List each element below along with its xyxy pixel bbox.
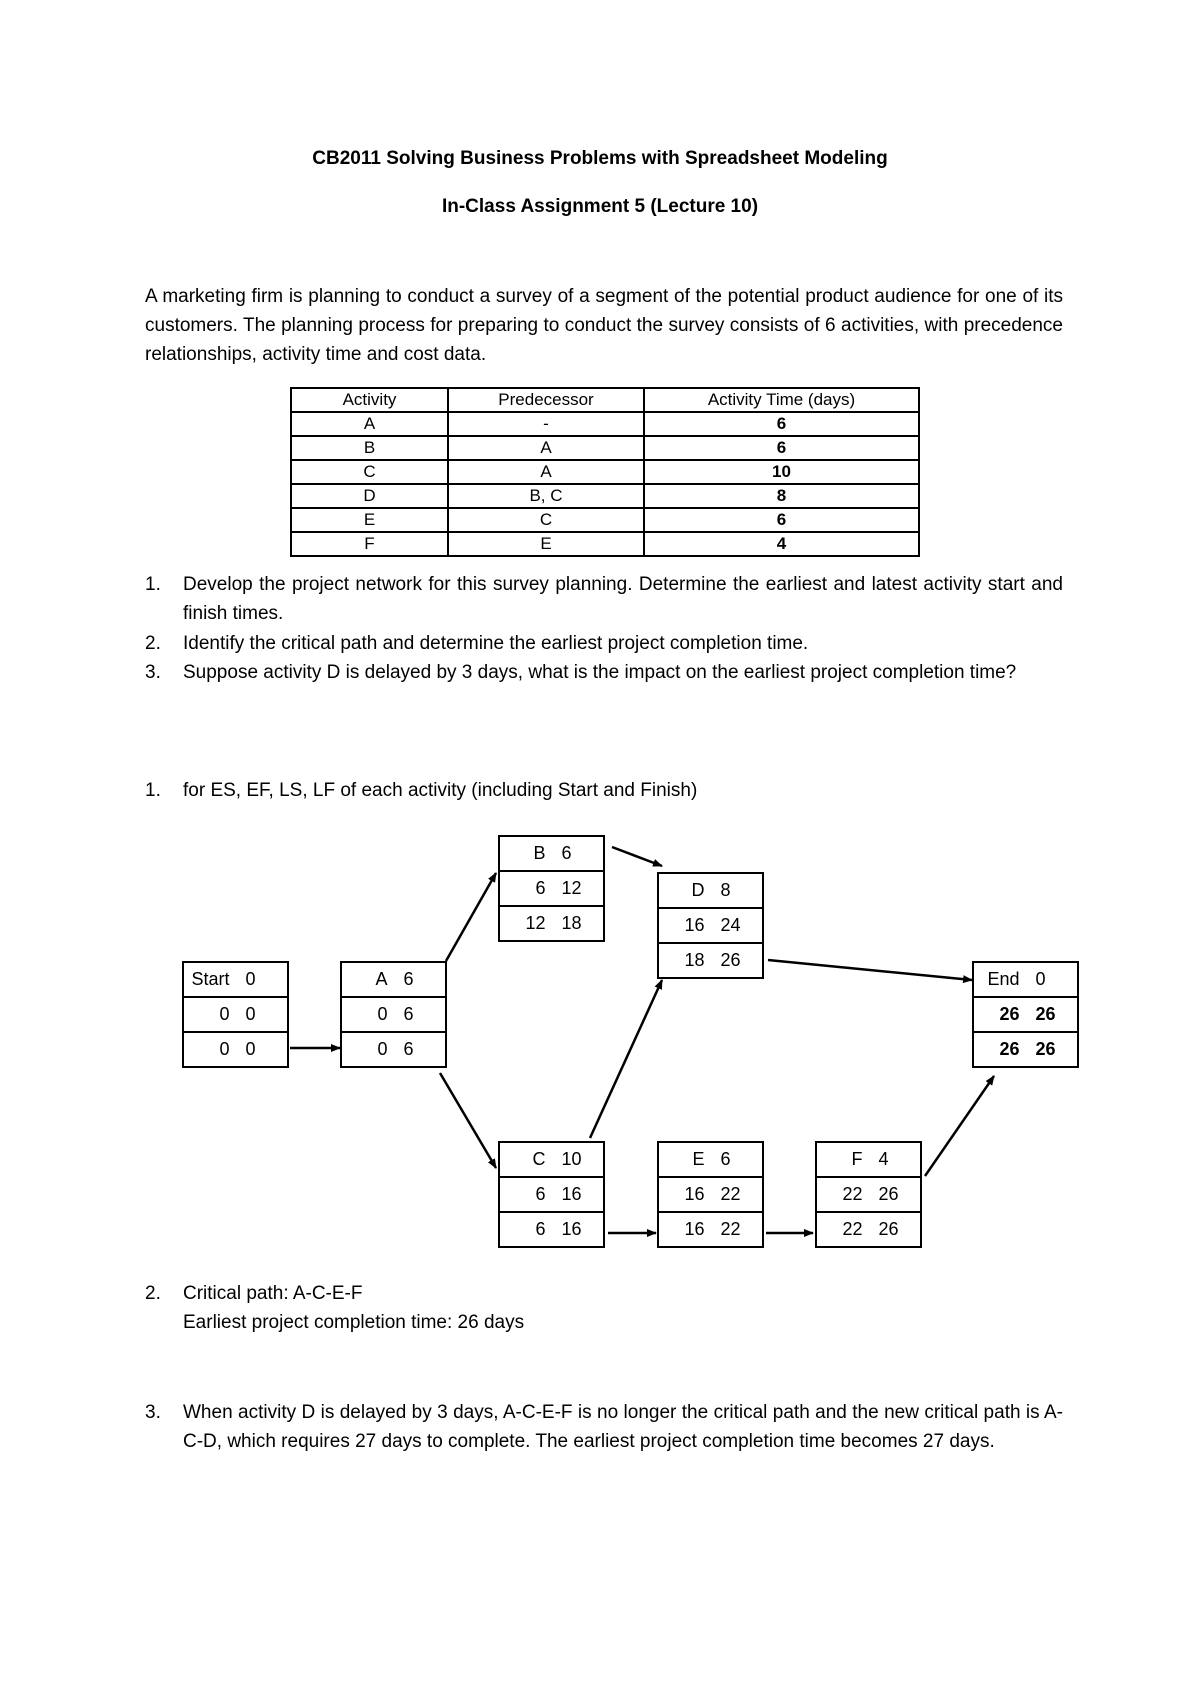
- node-lf: 26: [720, 950, 741, 970]
- node-e: [657, 1141, 764, 1248]
- node-duration: 8: [720, 880, 731, 900]
- node-es: 16: [684, 915, 705, 935]
- node-duration: 4: [878, 1149, 889, 1169]
- node-ef: 22: [720, 1184, 741, 1204]
- node-ef: 0: [245, 1004, 256, 1024]
- node-duration: 0: [1035, 969, 1046, 989]
- table-cell: A: [291, 412, 448, 436]
- question-number: 2.: [145, 633, 161, 654]
- node-lf: 18: [561, 913, 582, 933]
- node-ls: 16: [684, 1219, 705, 1239]
- table-cell: F: [291, 532, 448, 556]
- node-f: [815, 1141, 922, 1248]
- node-es: 0: [377, 1004, 388, 1024]
- node-ef: 12: [561, 878, 582, 898]
- node-lf: 26: [878, 1219, 899, 1239]
- node-ls: 6: [535, 1219, 546, 1239]
- node-es: 22: [842, 1184, 863, 1204]
- node-duration: 6: [720, 1149, 731, 1169]
- node-ls: 26: [999, 1039, 1020, 1059]
- node-lf: 6: [403, 1039, 414, 1059]
- node-name: B: [533, 843, 546, 863]
- node-es: 16: [684, 1184, 705, 1204]
- arrow-d-end: [768, 960, 972, 980]
- node-start: [182, 961, 289, 1068]
- table-cell: 8: [644, 484, 919, 508]
- table-cell: D: [291, 484, 448, 508]
- node-end: [972, 961, 1079, 1068]
- document-title: CB2011 Solving Business Problems with Spreadsheet Modeling: [312, 148, 888, 169]
- table-cell: B, C: [448, 484, 644, 508]
- table-cell: A: [448, 460, 644, 484]
- node-lf: 22: [720, 1219, 741, 1239]
- table-cell: 6: [644, 436, 919, 460]
- node-name: A: [375, 969, 388, 989]
- question-text: Develop the project network for this survey planning. Determine the earliest and latest activity start and finish times.: [183, 574, 1063, 624]
- table-cell: 10: [644, 460, 919, 484]
- node-lf: 26: [1035, 1039, 1056, 1059]
- node-lf: 16: [561, 1219, 582, 1239]
- table-header-cell: Activity: [291, 388, 448, 412]
- node-name: End: [987, 969, 1020, 989]
- table-cell: B: [291, 436, 448, 460]
- node-lf: 0: [245, 1039, 256, 1059]
- node-es: 6: [535, 878, 546, 898]
- document-subtitle: In-Class Assignment 5 (Lecture 10): [441, 196, 759, 217]
- node-d: [657, 872, 764, 979]
- node-c: [498, 1141, 605, 1248]
- node-b: [498, 835, 605, 942]
- answer-number: 3.: [145, 1402, 161, 1423]
- node-ef: 6: [403, 1004, 414, 1024]
- node-ef: 26: [878, 1184, 899, 1204]
- intro-paragraph: A marketing firm is planning to conduct a survey of a segment of the potential product audience for one of its customers. The planning process for preparing to conduct the survey consists of 6 activities, with precedence relationships, activity time and cost data.: [145, 286, 1063, 365]
- table-cell: A: [448, 436, 644, 460]
- table-cell: 6: [644, 508, 919, 532]
- arrow-f-end: [925, 1076, 994, 1176]
- table-header-cell: Activity Time (days): [644, 388, 919, 412]
- node-duration: 0: [245, 969, 256, 989]
- answer-text: When activity D is delayed by 3 days, A-C-E-F is no longer the critical path and the new critical path is A-C-D, which requires 27 days to complete. The earliest project completion time becomes 27 days.: [183, 1402, 1063, 1452]
- node-es: 6: [535, 1184, 546, 1204]
- arrow-a-c: [440, 1073, 496, 1168]
- node-ef: 16: [561, 1184, 582, 1204]
- table-header-cell: Predecessor: [448, 388, 644, 412]
- node-duration: 10: [561, 1149, 582, 1169]
- node-name: Start: [191, 969, 230, 989]
- node-name: D: [691, 880, 705, 900]
- question-number: 1.: [145, 574, 161, 595]
- table-cell: -: [448, 412, 644, 436]
- answer-text: for ES, EF, LS, LF of each activity (including Start and Finish): [183, 780, 698, 801]
- node-a: [340, 961, 447, 1068]
- node-ls: 22: [842, 1219, 863, 1239]
- question-number: 3.: [145, 662, 161, 683]
- node-ls: 18: [684, 950, 705, 970]
- arrow-c-d: [590, 980, 662, 1138]
- node-ef: 24: [720, 915, 741, 935]
- node-name: E: [692, 1149, 705, 1169]
- node-ls: 0: [377, 1039, 388, 1059]
- table-cell: E: [448, 532, 644, 556]
- answer-number: 1.: [145, 780, 161, 801]
- node-es: 0: [219, 1004, 230, 1024]
- question-text: Identify the critical path and determine the earliest project completion time.: [183, 633, 809, 654]
- node-ls: 0: [219, 1039, 230, 1059]
- node-name: C: [532, 1149, 546, 1169]
- question-text: Suppose activity D is delayed by 3 days, what is the impact on the earliest project completion time?: [183, 662, 1017, 683]
- node-es: 26: [999, 1004, 1020, 1024]
- critical-path-text: Critical path: A-C-E-F: [183, 1283, 363, 1304]
- table-cell: E: [291, 508, 448, 532]
- arrow-a-b: [446, 873, 496, 961]
- node-ef: 26: [1035, 1004, 1056, 1024]
- node-duration: 6: [403, 969, 414, 989]
- table-cell: C: [291, 460, 448, 484]
- table-cell: 4: [644, 532, 919, 556]
- table-cell: 6: [644, 412, 919, 436]
- completion-time-text: Earliest project completion time: 26 days: [183, 1312, 525, 1333]
- answer-number: 2.: [145, 1283, 161, 1304]
- node-ls: 12: [525, 913, 546, 933]
- node-name: F: [851, 1149, 863, 1169]
- table-cell: C: [448, 508, 644, 532]
- node-duration: 6: [561, 843, 572, 863]
- arrow-b-d: [612, 847, 662, 866]
